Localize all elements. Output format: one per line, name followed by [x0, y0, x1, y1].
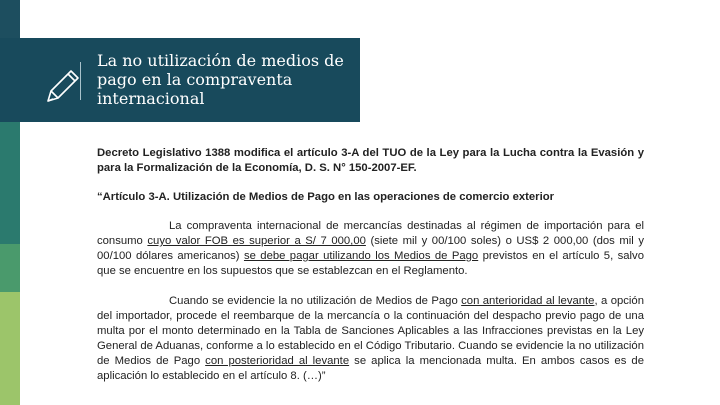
- paragraph-2-text-a: Cuando se evidencie la no utilización de Medios de Pago: [169, 295, 462, 307]
- article-heading: “Artículo 3-A. Utilización de Medios de Pago en las operaciones de comercio exterior: [97, 191, 555, 203]
- paragraph-2-text-c: se aplica la mencionada multa. En ambos casos es de aplicación lo establecido en el artículo 8. (…)”: [97, 355, 644, 382]
- paragraph-1-text-b: (siete mil y 00/100 soles) o US$ 2 000,00 (dos mil y 00/100 dólares americanos): [97, 235, 645, 262]
- paragraph-2-underline-b: con posterioridad al levante: [205, 355, 350, 367]
- slide-title: La no utilización de medios de pago en la compraventa internacional: [97, 51, 344, 108]
- title-divider: [80, 62, 81, 100]
- pencil-icon: [40, 64, 84, 108]
- paragraph-2-text-b: , a opción del importador, procede el reembarque de la mercancía o la continuación del despacho previo pago de una multa por el monto determinado en la Tabla de Sanciones Aplicables a las Infracciones previstas en la Ley General de Aduanas, conforme a lo establecido en el Código Tributario. Cuando se evidencie la no utilización de Medios de Pago: [97, 295, 644, 367]
- accent-stripe-5: [0, 292, 20, 405]
- intro-text: Decreto Legislativo 1388 modifica el artículo 3-A del TUO de la Ley para la Lucha contra la Evasión y para la Formalización de la Economía, D. S. N° 150-2007-EF.: [97, 147, 644, 174]
- title-band: [20, 38, 360, 122]
- paragraph-2: [97, 294, 644, 384]
- paragraph-1: [97, 219, 644, 279]
- accent-stripe-3: [0, 122, 20, 244]
- accent-stripe-4: [0, 244, 20, 292]
- paragraph-1-text-c: previstos en el artículo 5, salvo que se encuentre en los supuestos que se establezcan en el Reglamento.: [97, 250, 644, 277]
- accent-stripe-1: [0, 0, 20, 38]
- accent-stripe-2: [0, 38, 20, 122]
- paragraph-2-underline-a: con anterioridad al levante: [461, 295, 595, 307]
- paragraph-1-text-a: La compraventa internacional de mercancías destinadas al régimen de importación para el consumo: [97, 220, 644, 247]
- slide-content: [97, 146, 644, 384]
- paragraph-1-underline-a: cuyo valor FOB es superior a S/ 7 000,00: [147, 235, 366, 247]
- paragraph-1-underline-b: se debe pagar utilizando los Medios de Pago: [243, 250, 479, 262]
